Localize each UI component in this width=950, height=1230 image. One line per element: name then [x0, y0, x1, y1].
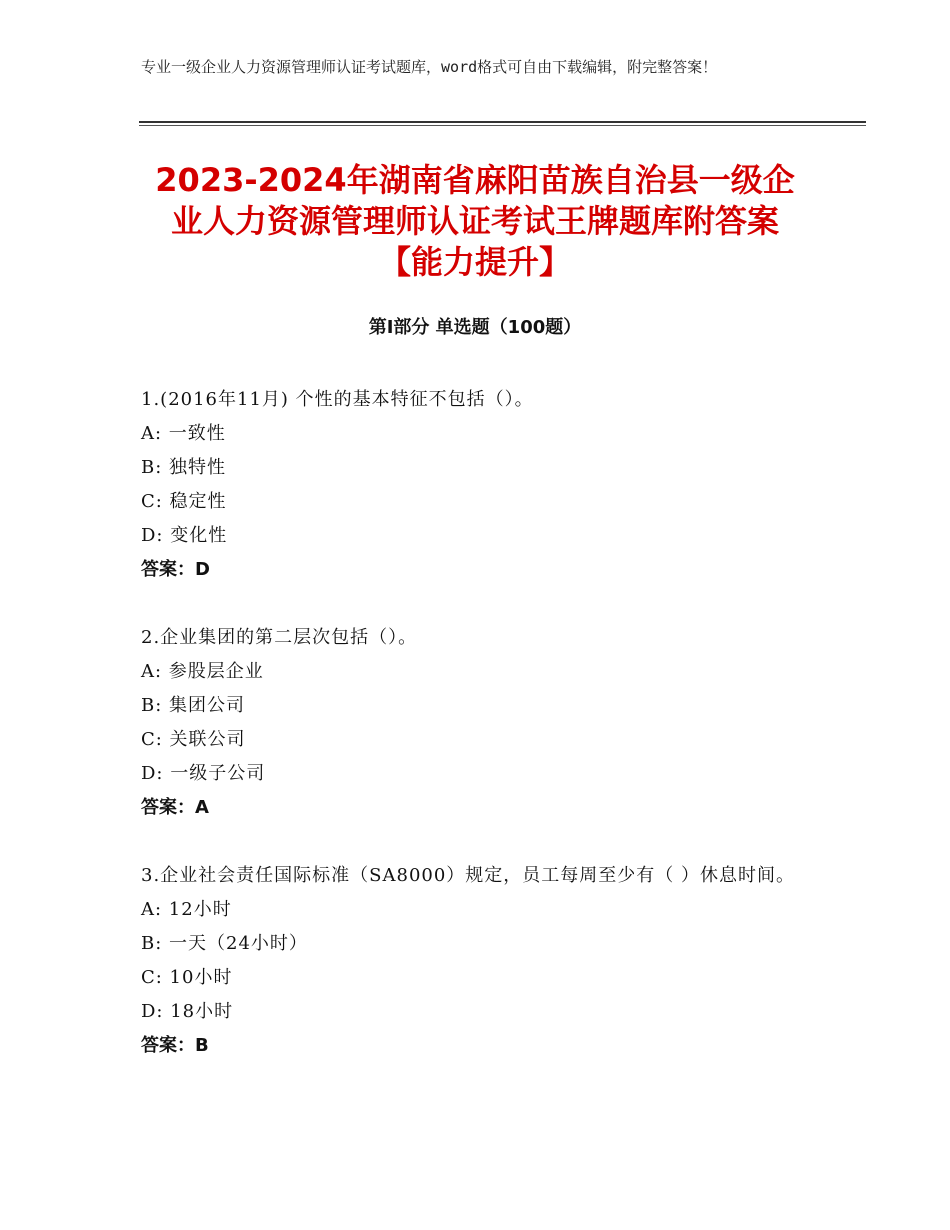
answer: 答案：D: [141, 559, 210, 580]
option-c: C: 关联公司: [141, 729, 246, 750]
answer: 答案：B: [141, 1035, 209, 1056]
option-c: C: 稳定性: [141, 491, 227, 512]
option-a: A: 12小时: [141, 899, 232, 920]
option-c: C: 10小时: [141, 967, 233, 988]
option-b: B: 独特性: [141, 457, 227, 478]
question-3: [141, 859, 809, 1063]
option-d: D: 变化性: [141, 525, 228, 546]
option-b: B: 集团公司: [141, 695, 246, 716]
document-title: 2023-2024年湖南省麻阳苗族自治县一级企业人力资源管理师认证考试王牌题库附答案【能力提升】: [155, 161, 795, 281]
question-stem: 3.企业社会责任国际标准（SA8000）规定，员工每周至少有（ ）休息时间。: [141, 865, 796, 886]
header-divider-thick: [139, 121, 866, 123]
option-d: D: 一级子公司: [141, 763, 266, 784]
section-heading: 第Ⅰ部分 单选题（100题）: [368, 317, 582, 338]
option-a: A: 参股层企业: [141, 661, 264, 682]
question-stem: 1.(2016年11月) 个性的基本特征不包括（）。: [141, 389, 534, 410]
option-a: A: 一致性: [141, 423, 226, 444]
question-stem: 2.企业集团的第二层次包括（）。: [141, 627, 418, 648]
option-b: B: 一天（24小时）: [141, 933, 308, 954]
header-divider-thin: [139, 125, 866, 126]
header-note: 专业一级企业人力资源管理师认证考试题库，word格式可自由下载编辑，附完整答案！: [141, 58, 718, 76]
answer: 答案：A: [141, 797, 209, 818]
question-1: [141, 383, 809, 587]
question-list: [141, 383, 809, 1097]
question-2: [141, 621, 809, 825]
option-d: D: 18小时: [141, 1001, 234, 1022]
